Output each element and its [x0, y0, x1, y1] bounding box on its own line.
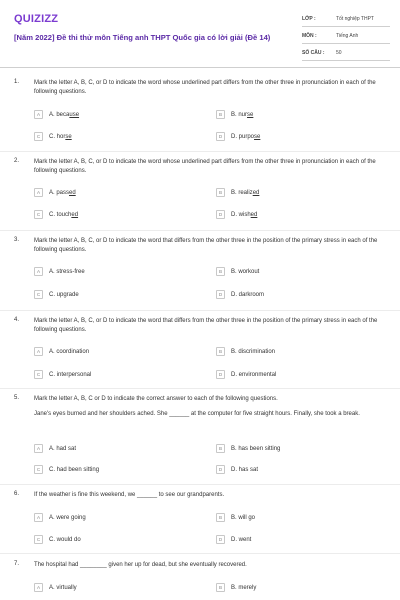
option-a[interactable] — [34, 109, 79, 120]
option-text: B. workout — [231, 268, 260, 275]
option-letter-box: B — [216, 110, 225, 119]
option-b[interactable] — [216, 512, 255, 523]
question-number: 6. — [14, 491, 20, 497]
option-letter-box: C — [34, 535, 43, 544]
option-letter-box: D — [216, 465, 225, 474]
option-letter-box: C — [34, 290, 43, 299]
quizizz-logo[interactable]: QUIZIZZ — [14, 13, 59, 25]
option-text: D. environmental — [231, 371, 277, 378]
option-text: D. went — [231, 536, 252, 543]
meta-key: LỚP : — [302, 16, 316, 22]
option-letter-box: A — [34, 267, 43, 276]
question-4 — [0, 317, 400, 387]
option-letter-box: A — [34, 110, 43, 119]
option-text: C. interpersonal — [49, 371, 92, 378]
question-5 — [0, 395, 400, 485]
option-text: B. nurse — [231, 111, 254, 118]
option-letter-box: A — [34, 444, 43, 453]
question-text: If the weather is fine this weekend, we ______ to see our grandparents. — [34, 492, 225, 498]
option-c[interactable] — [34, 209, 78, 220]
option-letter-box: D — [216, 290, 225, 299]
question-instruction: Mark the letter A, B, C or D to indicate the correct answer to each of the following questions. — [34, 396, 278, 402]
option-b[interactable] — [216, 346, 275, 357]
option-letter-box: C — [34, 210, 43, 219]
option-text: A. stress-free — [49, 268, 85, 275]
option-text: C. horse — [49, 133, 72, 140]
meta-value: Tiếng Anh — [336, 33, 359, 39]
meta-row-count — [302, 46, 390, 61]
option-text: B. will go — [231, 514, 256, 521]
question-text — [34, 395, 392, 420]
question-2 — [0, 158, 400, 228]
option-text: A. passed — [49, 189, 76, 196]
option-a[interactable] — [34, 512, 86, 523]
question-7 — [0, 561, 400, 600]
option-letter-box: A — [34, 188, 43, 197]
option-text: C. upgrade — [49, 291, 79, 298]
option-text: B. discrimination — [231, 348, 276, 355]
option-c[interactable] — [34, 464, 99, 475]
option-letter-box: D — [216, 370, 225, 379]
option-a[interactable] — [34, 187, 76, 198]
divider — [0, 151, 400, 152]
option-letter-box: B — [216, 513, 225, 522]
option-text: A. coordination — [49, 348, 90, 355]
option-c[interactable] — [34, 534, 81, 545]
meta-key: MÔN : — [302, 33, 317, 39]
option-a[interactable] — [34, 266, 85, 277]
meta-table — [302, 12, 390, 63]
option-text: C. touched — [49, 211, 79, 218]
option-text: A. virtually — [49, 584, 77, 591]
option-text: B. merely — [231, 584, 257, 591]
question-stem: Jane's eyes burned and her shoulders ached. She ______ at the computer for five straight hours. Finally, she took a break. — [34, 411, 360, 418]
meta-key: SỐ CÂU : — [302, 50, 325, 56]
divider — [0, 230, 400, 231]
option-text: C. had been sitting — [49, 466, 100, 473]
option-b[interactable] — [216, 266, 259, 277]
question-number: 2. — [14, 158, 20, 164]
option-d[interactable] — [216, 131, 260, 142]
option-b[interactable] — [216, 187, 259, 198]
option-c[interactable] — [34, 369, 91, 380]
meta-value: Tốt nghiệp THPT — [336, 16, 374, 22]
option-c[interactable] — [34, 289, 79, 300]
option-letter-box: B — [216, 583, 225, 592]
divider — [0, 388, 400, 389]
option-letter-box: A — [34, 513, 43, 522]
option-letter-box: D — [216, 132, 225, 141]
question-1 — [0, 79, 400, 149]
option-text: B. has been sitting — [231, 445, 281, 452]
question-number: 5. — [14, 395, 20, 401]
divider — [0, 553, 400, 554]
option-letter-box: C — [34, 465, 43, 474]
option-b[interactable] — [216, 582, 256, 593]
option-letter-box: B — [216, 444, 225, 453]
option-letter-box: A — [34, 347, 43, 356]
question-text: The hospital had ________ given her up for dead, but she eventually recovered. — [34, 562, 247, 568]
option-d[interactable] — [216, 289, 264, 300]
meta-row-class — [302, 12, 390, 27]
question-text: Mark the letter A, B, C, or D to indicate the word whose underlined part differs from the other three in pronunciation in each of the following questions. — [34, 80, 376, 96]
option-a[interactable] — [34, 582, 77, 593]
option-letter-box: D — [216, 210, 225, 219]
option-text: A. had sat — [49, 445, 77, 452]
option-text: D. purpose — [231, 133, 261, 140]
question-number: 7. — [14, 561, 20, 567]
question-text: Mark the letter A, B, C, or D to indicate the word that differs from the other three in the position of the primary stress in each of the following questions. — [34, 238, 378, 254]
option-text: D. darkroom — [231, 291, 265, 298]
option-a[interactable] — [34, 346, 89, 357]
option-letter-box: C — [34, 132, 43, 141]
option-letter-box: A — [34, 583, 43, 592]
question-text: Mark the letter A, B, C, or D to indicate the word that differs from the other three in the position of the primary stress in each of the following questions. — [34, 318, 378, 334]
meta-row-subject — [302, 29, 390, 44]
divider — [0, 310, 400, 311]
option-text: A. because — [49, 111, 80, 118]
option-text: A. were going — [49, 514, 86, 521]
option-d[interactable] — [216, 369, 276, 380]
question-number: 3. — [14, 237, 20, 243]
meta-value: 50 — [336, 50, 342, 56]
option-d[interactable] — [216, 464, 258, 475]
question-number: 1. — [14, 79, 20, 85]
option-c[interactable] — [34, 131, 72, 142]
option-letter-box: B — [216, 267, 225, 276]
option-b[interactable] — [216, 109, 253, 120]
question-3 — [0, 237, 400, 307]
divider — [0, 484, 400, 485]
option-letter-box: B — [216, 188, 225, 197]
option-b[interactable] — [216, 443, 280, 454]
option-letter-box: C — [34, 370, 43, 379]
option-letter-box: D — [216, 535, 225, 544]
option-letter-box: B — [216, 347, 225, 356]
option-d[interactable] — [216, 534, 251, 545]
option-d[interactable] — [216, 209, 257, 220]
option-text: D. wished — [231, 211, 258, 218]
document-header — [0, 0, 400, 68]
option-text: B. realized — [231, 189, 260, 196]
option-text: D. has sat — [231, 466, 259, 473]
option-text: C. would do — [49, 536, 81, 543]
option-a[interactable] — [34, 443, 76, 454]
document-title: [Năm 2022] Đề thi thử môn Tiếng anh THPT Quốc gia có lời giải (Đề 14) — [14, 33, 271, 42]
question-number: 4. — [14, 317, 20, 323]
question-text: Mark the letter A, B, C, or D to indicate the word whose underlined part differs from the other three in pronunciation in each of the following questions. — [34, 159, 376, 175]
question-6 — [0, 491, 400, 551]
